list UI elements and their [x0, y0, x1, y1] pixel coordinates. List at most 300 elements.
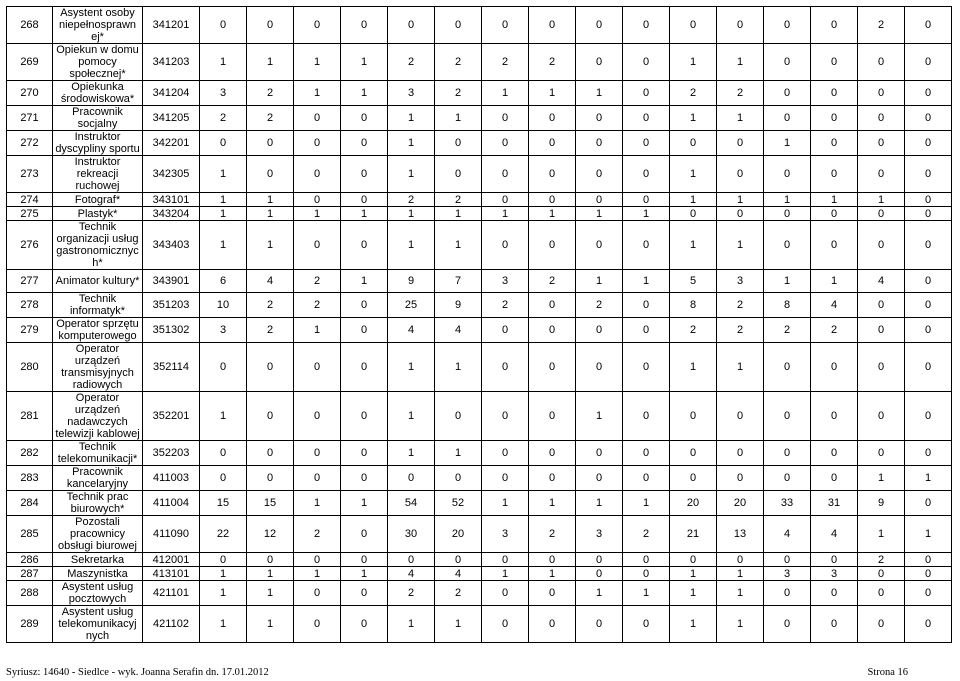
occupation-code: 352201: [143, 392, 200, 441]
value-cell: 0: [529, 106, 576, 131]
value-cell: 2: [388, 581, 435, 606]
value-cell: 0: [294, 106, 341, 131]
value-cell: 20: [435, 516, 482, 553]
occupation-name: Pracownik socjalny: [53, 106, 143, 131]
table-row: [7, 293, 952, 318]
value-cell: 0: [294, 7, 341, 44]
value-cell: 2: [200, 106, 247, 131]
value-cell: 1: [294, 44, 341, 81]
value-cell: 1: [670, 193, 717, 207]
value-cell: 1: [294, 318, 341, 343]
value-cell: 0: [200, 466, 247, 491]
value-cell: 3: [482, 516, 529, 553]
value-cell: 7: [435, 270, 482, 293]
value-cell: 0: [294, 392, 341, 441]
value-cell: 1: [247, 44, 294, 81]
value-cell: 0: [576, 221, 623, 270]
value-cell: 1: [576, 207, 623, 221]
value-cell: 1: [858, 193, 905, 207]
value-cell: 0: [811, 606, 858, 643]
value-cell: 1: [388, 156, 435, 193]
occupation-code: 342305: [143, 156, 200, 193]
occupation-name: Instruktor dyscypliny sportu: [53, 131, 143, 156]
value-cell: 0: [811, 7, 858, 44]
value-cell: 0: [294, 156, 341, 193]
table-row: [7, 156, 952, 193]
value-cell: 1: [247, 581, 294, 606]
value-cell: 0: [341, 221, 388, 270]
value-cell: 0: [670, 441, 717, 466]
value-cell: 0: [623, 293, 670, 318]
value-cell: 0: [858, 392, 905, 441]
occupation-code: 351203: [143, 293, 200, 318]
value-cell: 1: [717, 567, 764, 581]
value-cell: 1: [247, 193, 294, 207]
value-cell: 0: [341, 606, 388, 643]
value-cell: 0: [341, 441, 388, 466]
value-cell: 2: [529, 516, 576, 553]
value-cell: 0: [247, 156, 294, 193]
value-cell: 1: [341, 207, 388, 221]
value-cell: 1: [341, 81, 388, 106]
value-cell: 0: [670, 7, 717, 44]
value-cell: 1: [247, 221, 294, 270]
value-cell: 0: [905, 581, 952, 606]
value-cell: 0: [341, 7, 388, 44]
table-row: [7, 270, 952, 293]
occupation-code: 352203: [143, 441, 200, 466]
table-row: [7, 318, 952, 343]
value-cell: 22: [200, 516, 247, 553]
occupation-name: Technik telekomunikacji*: [53, 441, 143, 466]
value-cell: 0: [764, 392, 811, 441]
value-cell: 0: [905, 270, 952, 293]
occupation-code: 343204: [143, 207, 200, 221]
value-cell: 4: [858, 270, 905, 293]
occupation-code: 352114: [143, 343, 200, 392]
row-number: 283: [7, 466, 53, 491]
occupation-code: 351302: [143, 318, 200, 343]
occupation-name: Pracownik kancelaryjny: [53, 466, 143, 491]
row-number: 281: [7, 392, 53, 441]
value-cell: 0: [529, 606, 576, 643]
value-cell: 2: [294, 270, 341, 293]
value-cell: 0: [341, 293, 388, 318]
value-cell: 1: [811, 270, 858, 293]
value-cell: 2: [717, 81, 764, 106]
value-cell: 1: [717, 606, 764, 643]
occupation-code: 343901: [143, 270, 200, 293]
value-cell: 1: [670, 156, 717, 193]
value-cell: 0: [341, 343, 388, 392]
value-cell: 0: [529, 466, 576, 491]
value-cell: 1: [670, 343, 717, 392]
value-cell: 15: [200, 491, 247, 516]
value-cell: 0: [717, 466, 764, 491]
occupation-code: 412001: [143, 553, 200, 567]
value-cell: 1: [576, 270, 623, 293]
occupation-code: 413101: [143, 567, 200, 581]
value-cell: 4: [435, 318, 482, 343]
value-cell: 1: [576, 581, 623, 606]
value-cell: 4: [388, 318, 435, 343]
value-cell: 2: [811, 318, 858, 343]
value-cell: 1: [200, 44, 247, 81]
occupation-code: 411004: [143, 491, 200, 516]
value-cell: 1: [623, 581, 670, 606]
table-row: [7, 567, 952, 581]
value-cell: 9: [435, 293, 482, 318]
table-row: [7, 516, 952, 553]
value-cell: 0: [435, 553, 482, 567]
value-cell: 0: [294, 466, 341, 491]
value-cell: 1: [341, 567, 388, 581]
value-cell: 0: [670, 553, 717, 567]
table-row: [7, 81, 952, 106]
value-cell: 0: [482, 553, 529, 567]
value-cell: 0: [764, 81, 811, 106]
occupation-name: Asystent usług pocztowych: [53, 581, 143, 606]
value-cell: 0: [435, 131, 482, 156]
value-cell: 0: [247, 131, 294, 156]
occupation-name: Technik prac biurowych*: [53, 491, 143, 516]
value-cell: 0: [482, 318, 529, 343]
occupation-code: 421102: [143, 606, 200, 643]
value-cell: 0: [247, 343, 294, 392]
value-cell: 2: [435, 81, 482, 106]
value-cell: 0: [670, 466, 717, 491]
value-cell: 4: [435, 567, 482, 581]
value-cell: 0: [341, 516, 388, 553]
value-cell: 0: [905, 44, 952, 81]
value-cell: 2: [388, 44, 435, 81]
value-cell: 0: [576, 567, 623, 581]
value-cell: 0: [623, 343, 670, 392]
value-cell: 0: [764, 44, 811, 81]
value-cell: 1: [529, 567, 576, 581]
value-cell: 0: [670, 207, 717, 221]
value-cell: 0: [388, 553, 435, 567]
row-number: 285: [7, 516, 53, 553]
value-cell: 0: [858, 343, 905, 392]
value-cell: 0: [670, 131, 717, 156]
row-number: 270: [7, 81, 53, 106]
value-cell: 2: [529, 44, 576, 81]
row-number: 268: [7, 7, 53, 44]
value-cell: 1: [294, 81, 341, 106]
value-cell: 3: [717, 270, 764, 293]
value-cell: 0: [811, 44, 858, 81]
value-cell: 9: [858, 491, 905, 516]
value-cell: 4: [811, 516, 858, 553]
value-cell: 1: [858, 516, 905, 553]
table-row: [7, 221, 952, 270]
value-cell: 1: [388, 392, 435, 441]
value-cell: 0: [482, 7, 529, 44]
value-cell: 0: [811, 441, 858, 466]
value-cell: 1: [529, 81, 576, 106]
value-cell: 0: [905, 193, 952, 207]
table-row: [7, 606, 952, 643]
value-cell: 2: [247, 106, 294, 131]
value-cell: 0: [529, 553, 576, 567]
value-cell: 0: [811, 131, 858, 156]
value-cell: 0: [858, 318, 905, 343]
table-row: [7, 193, 952, 207]
occupation-name: Sekretarka: [53, 553, 143, 567]
value-cell: 0: [576, 606, 623, 643]
value-cell: 2: [576, 293, 623, 318]
value-cell: 0: [858, 606, 905, 643]
value-cell: 1: [388, 441, 435, 466]
value-cell: 1: [294, 567, 341, 581]
value-cell: 0: [623, 567, 670, 581]
value-cell: 1: [717, 221, 764, 270]
value-cell: 0: [294, 131, 341, 156]
value-cell: 0: [529, 581, 576, 606]
value-cell: 0: [905, 81, 952, 106]
value-cell: 0: [482, 131, 529, 156]
occupation-code: 411090: [143, 516, 200, 553]
value-cell: 0: [905, 156, 952, 193]
value-cell: 0: [529, 221, 576, 270]
value-cell: 8: [670, 293, 717, 318]
value-cell: 0: [905, 106, 952, 131]
value-cell: 0: [200, 553, 247, 567]
value-cell: 21: [670, 516, 717, 553]
value-cell: 0: [200, 131, 247, 156]
value-cell: 0: [858, 156, 905, 193]
value-cell: 2: [670, 81, 717, 106]
value-cell: 0: [388, 466, 435, 491]
value-cell: 1: [341, 44, 388, 81]
value-cell: 1: [435, 606, 482, 643]
value-cell: 1: [670, 106, 717, 131]
value-cell: 2: [435, 193, 482, 207]
value-cell: 0: [341, 553, 388, 567]
value-cell: 1: [482, 81, 529, 106]
value-cell: 2: [482, 44, 529, 81]
value-cell: 0: [905, 491, 952, 516]
occupation-name: Opiekunka środowiskowa*: [53, 81, 143, 106]
value-cell: 1: [529, 491, 576, 516]
value-cell: 1: [435, 207, 482, 221]
value-cell: 1: [388, 207, 435, 221]
row-number: 273: [7, 156, 53, 193]
value-cell: 1: [764, 131, 811, 156]
value-cell: 1: [905, 516, 952, 553]
value-cell: 2: [623, 516, 670, 553]
value-cell: 0: [435, 392, 482, 441]
value-cell: 0: [858, 441, 905, 466]
value-cell: 1: [482, 207, 529, 221]
occupation-name: Plastyk*: [53, 207, 143, 221]
value-cell: 1: [435, 106, 482, 131]
value-cell: 1: [388, 343, 435, 392]
value-cell: 0: [670, 392, 717, 441]
value-cell: 0: [482, 193, 529, 207]
value-cell: 0: [529, 156, 576, 193]
value-cell: 2: [858, 7, 905, 44]
table-row: [7, 581, 952, 606]
occupation-code: 341201: [143, 7, 200, 44]
value-cell: 0: [623, 221, 670, 270]
value-cell: 0: [529, 343, 576, 392]
value-cell: 1: [200, 392, 247, 441]
value-cell: 0: [294, 221, 341, 270]
value-cell: 1: [200, 156, 247, 193]
occupation-code: 341205: [143, 106, 200, 131]
value-cell: 1: [200, 567, 247, 581]
value-cell: 1: [717, 193, 764, 207]
value-cell: 0: [811, 207, 858, 221]
value-cell: 2: [247, 293, 294, 318]
value-cell: 13: [717, 516, 764, 553]
value-cell: 4: [247, 270, 294, 293]
value-cell: 20: [670, 491, 717, 516]
value-cell: 0: [529, 441, 576, 466]
value-cell: 0: [858, 44, 905, 81]
value-cell: 0: [905, 7, 952, 44]
value-cell: 1: [247, 567, 294, 581]
value-cell: 1: [623, 491, 670, 516]
value-cell: 0: [623, 318, 670, 343]
value-cell: 4: [388, 567, 435, 581]
value-cell: 12: [247, 516, 294, 553]
value-cell: 1: [717, 106, 764, 131]
occupation-name: Operator urządzeń nadawczych telewizji kablowej: [53, 392, 143, 441]
value-cell: 0: [905, 207, 952, 221]
value-cell: 0: [811, 392, 858, 441]
table-row: [7, 491, 952, 516]
value-cell: 0: [576, 441, 623, 466]
value-cell: 1: [576, 81, 623, 106]
value-cell: 0: [905, 343, 952, 392]
value-cell: 1: [764, 270, 811, 293]
occupation-name: Operator urządzeń transmisyjnych radiowych: [53, 343, 143, 392]
value-cell: 1: [200, 207, 247, 221]
table-row: [7, 553, 952, 567]
value-cell: 0: [247, 466, 294, 491]
value-cell: 3: [764, 567, 811, 581]
table-row: [7, 392, 952, 441]
value-cell: 1: [858, 466, 905, 491]
value-cell: 4: [811, 293, 858, 318]
row-number: 271: [7, 106, 53, 131]
value-cell: 54: [388, 491, 435, 516]
occupation-code: 343403: [143, 221, 200, 270]
value-cell: 0: [247, 392, 294, 441]
value-cell: 0: [623, 81, 670, 106]
row-number: 284: [7, 491, 53, 516]
value-cell: 5: [670, 270, 717, 293]
value-cell: 0: [529, 131, 576, 156]
value-cell: 0: [576, 156, 623, 193]
occupation-name: Maszynistka: [53, 567, 143, 581]
value-cell: 0: [482, 466, 529, 491]
value-cell: 3: [200, 81, 247, 106]
value-cell: 0: [294, 441, 341, 466]
value-cell: 3: [576, 516, 623, 553]
value-cell: 0: [811, 156, 858, 193]
table-row: [7, 106, 952, 131]
value-cell: 0: [717, 392, 764, 441]
footer-page-number: Strona 16: [867, 667, 908, 678]
value-cell: 0: [576, 106, 623, 131]
value-cell: 1: [623, 207, 670, 221]
occupation-code: 411003: [143, 466, 200, 491]
table-row: [7, 7, 952, 44]
row-number: 269: [7, 44, 53, 81]
footer-source-text: Syriusz: 14640 - Siedlce - wyk. Joanna Serafin dn. 17.01.2012: [6, 667, 269, 678]
value-cell: 0: [435, 466, 482, 491]
occupation-name: Instruktor rekreacji ruchowej: [53, 156, 143, 193]
value-cell: 0: [294, 553, 341, 567]
value-cell: 1: [576, 392, 623, 441]
value-cell: 2: [388, 193, 435, 207]
row-number: 275: [7, 207, 53, 221]
value-cell: 0: [200, 441, 247, 466]
value-cell: 1: [717, 581, 764, 606]
value-cell: 0: [717, 207, 764, 221]
value-cell: 2: [294, 516, 341, 553]
value-cell: 0: [764, 7, 811, 44]
value-cell: 0: [482, 221, 529, 270]
value-cell: 1: [341, 491, 388, 516]
row-number: 282: [7, 441, 53, 466]
value-cell: 0: [811, 466, 858, 491]
value-cell: 0: [764, 581, 811, 606]
value-cell: 0: [341, 318, 388, 343]
value-cell: 0: [529, 318, 576, 343]
value-cell: 0: [905, 441, 952, 466]
value-cell: 1: [670, 581, 717, 606]
value-cell: 0: [294, 343, 341, 392]
value-cell: 0: [341, 156, 388, 193]
value-cell: 0: [764, 606, 811, 643]
value-cell: 1: [717, 44, 764, 81]
occupation-name: Operator sprzętu komputerowego: [53, 318, 143, 343]
value-cell: 1: [435, 221, 482, 270]
value-cell: 0: [905, 221, 952, 270]
value-cell: 0: [623, 553, 670, 567]
value-cell: 9: [388, 270, 435, 293]
value-cell: 0: [294, 193, 341, 207]
value-cell: 1: [529, 207, 576, 221]
value-cell: 25: [388, 293, 435, 318]
row-number: 279: [7, 318, 53, 343]
row-number: 274: [7, 193, 53, 207]
value-cell: 0: [341, 131, 388, 156]
value-cell: 1: [623, 270, 670, 293]
value-cell: 1: [200, 193, 247, 207]
value-cell: 3: [388, 81, 435, 106]
value-cell: 8: [764, 293, 811, 318]
value-cell: 0: [717, 553, 764, 567]
value-cell: 0: [858, 293, 905, 318]
value-cell: 0: [341, 106, 388, 131]
value-cell: 2: [247, 318, 294, 343]
value-cell: 0: [576, 466, 623, 491]
value-cell: 1: [670, 606, 717, 643]
value-cell: 1: [670, 567, 717, 581]
value-cell: 0: [858, 207, 905, 221]
row-number: 277: [7, 270, 53, 293]
value-cell: 2: [435, 44, 482, 81]
table-row: [7, 131, 952, 156]
value-cell: 0: [905, 131, 952, 156]
value-cell: 0: [764, 221, 811, 270]
